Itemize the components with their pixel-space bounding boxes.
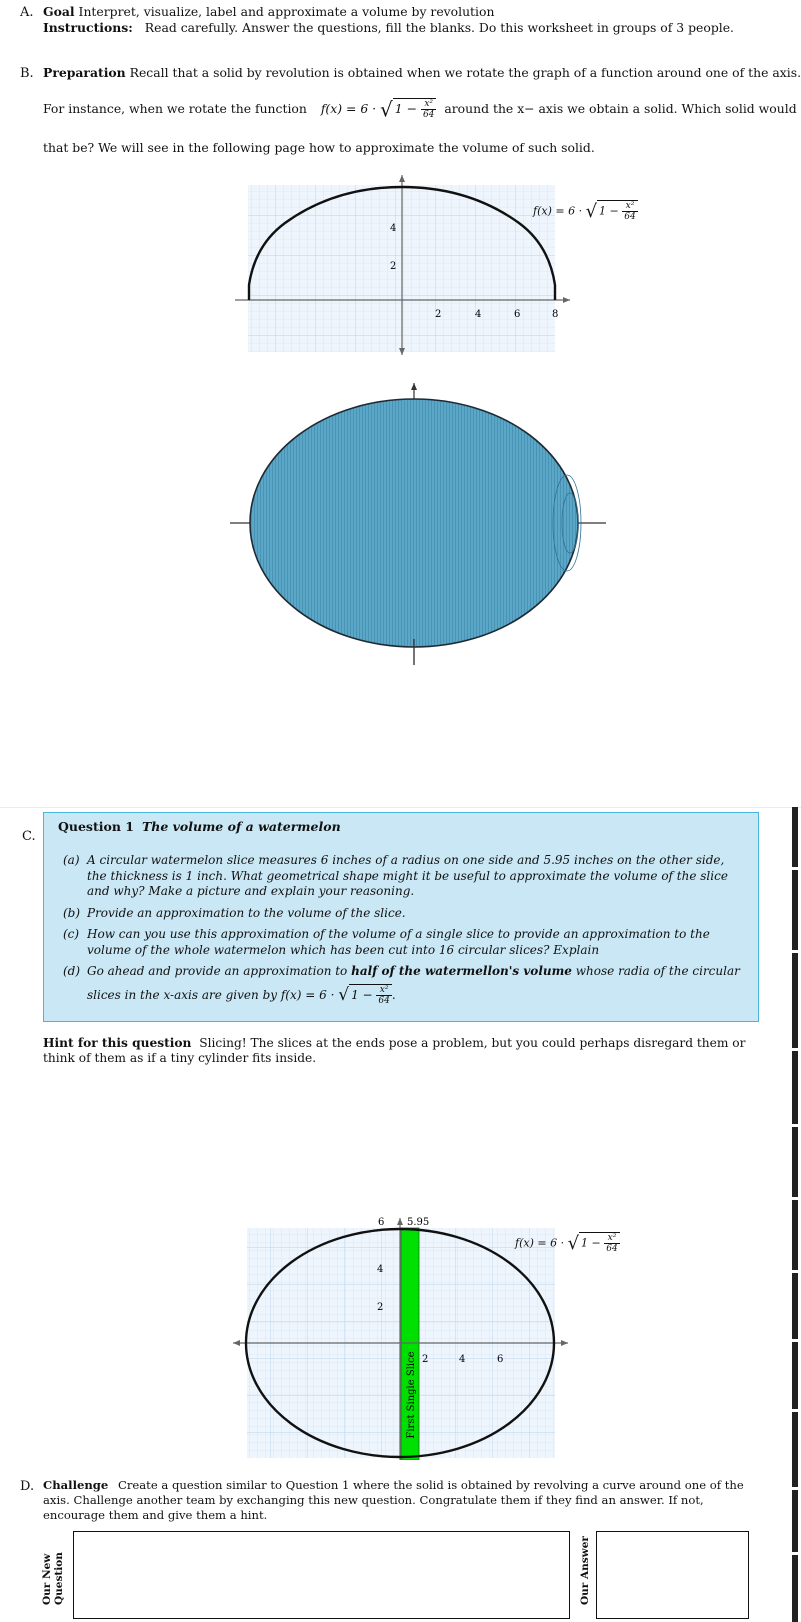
question-item-a — [63, 853, 743, 900]
question-items — [63, 853, 743, 1006]
preparation-line1: Recall that a solid by revolution is obtained when we rotate the graph of a function around one of the axis. — [129, 65, 801, 80]
section-b-line3: that be? We will see in the following page how to approximate the volume of such solid. — [43, 140, 595, 155]
instructions-text: Read carefully. Answer the questions, fill the blanks. Do this worksheet in groups of 3 people. — [144, 20, 734, 35]
challenge-text: Create a question similar to Question 1 where the solid is obtained by revolving a curve around one of the axis. Challenge another team by exchanging this new question. Congratulate them if they find an answer. If not, encourage them and give them a hint. — [43, 1478, 744, 1522]
question-item-d-label: (d) — [63, 964, 81, 978]
goal-label: Goal — [43, 4, 75, 19]
question-1-title: The volume of a watermelon — [141, 819, 341, 834]
question-item-d-post: whose radia of the circular — [575, 964, 740, 978]
slice-label: First Single Slice — [406, 1351, 417, 1439]
solid-of-revolution — [230, 383, 610, 665]
graph1-xtick-4: 4 — [475, 309, 482, 320]
goal-text: Interpret, visualize, label and approximate a volume by revolution — [78, 4, 495, 19]
graph1-formula-label: f(x) = 6 · √ 1 − $\frac{\text{x²}}{64}$ — [533, 201, 636, 222]
preparation-title: Preparation — [43, 65, 126, 80]
question-item-a-text: A circular watermelon slice measures 6 inches of a radius on one side and 5.95 inches on the other side, the thickness is 1 inch. What geometrical shape might it be useful to approximate the volume of the slice and why? Make a picture and explain your reasoning. — [87, 853, 728, 898]
section-a-letter: A. — [20, 5, 34, 20]
graph2-formula-lhs: f(x) = 6 · — [515, 1236, 565, 1250]
formula-inline: f(x) = 6 · √ 1 − $\frac{\text{x²}}{64}$ — [320, 97, 435, 122]
right-margin-bar — [792, 1200, 798, 1270]
item-d-formula-root: 1 − — [351, 987, 373, 1002]
question-1-box — [43, 812, 759, 1022]
page-divider — [0, 807, 801, 808]
graph2-ytick-4: 4 — [377, 1264, 384, 1275]
right-margin-bar — [792, 807, 798, 867]
graph2-ytick-2: 2 — [377, 1302, 384, 1313]
graph1-formula-root: 1 − — [599, 204, 619, 218]
graph1-ytick-4: 4 — [390, 223, 397, 234]
question-item-b — [63, 906, 743, 922]
section-d-letter: D. — [20, 1479, 35, 1494]
graph1-formula-lhs: f(x) = 6 · — [533, 204, 583, 218]
question-item-c — [63, 927, 743, 958]
right-margin-bar — [792, 1555, 798, 1622]
our-answer-label: Our Answer — [579, 1536, 591, 1605]
section-a-goal — [43, 4, 783, 20]
solid-ellipsoid — [250, 399, 578, 647]
graph1-xtick-8: 8 — [552, 309, 559, 320]
right-margin-bar — [792, 1412, 798, 1487]
graph2-xtick-4: 4 — [459, 1354, 466, 1365]
instructions-label: Instructions: — [43, 20, 133, 35]
item-d-formula-lhs: f(x) = 6 · — [280, 987, 335, 1002]
our-new-question-line2: Question — [53, 1552, 65, 1605]
graph1-xtick-6: 6 — [514, 309, 521, 320]
right-margin-bar — [792, 1273, 798, 1339]
section-b-line1 — [43, 65, 801, 81]
our-answer-box[interactable] — [596, 1531, 749, 1619]
graph2-xtick-6: 6 — [497, 1354, 504, 1365]
question-item-d-bold: half of the watermellon's volume — [351, 964, 572, 978]
right-margin-bar — [792, 1051, 798, 1124]
preparation-line2-post: around the x− axis we obtain a solid. Which solid would — [444, 101, 797, 116]
section-b-line2 — [43, 97, 797, 122]
question-item-d — [63, 964, 743, 1006]
right-margin-bar — [792, 870, 798, 950]
section-b-letter: B. — [20, 66, 34, 81]
graph2-top-label-595: 5.95 — [407, 1217, 430, 1228]
challenge-title: Challenge — [43, 1478, 109, 1492]
question-item-b-text: Provide an approximation to the volume of the slice. — [87, 905, 406, 920]
hint-text: Slicing! The slices at the ends pose a problem, but you could perhaps disregard them or think of them as if a tiny cylinder fits inside. — [43, 1036, 746, 1065]
graph2-xtick-2: 2 — [422, 1354, 429, 1365]
graph2-top-label-6: 6 — [378, 1217, 385, 1228]
question-item-d-formula: f(x) = 6 · √ 1 − $\frac{\text{x²}}{64}$ . — [280, 984, 396, 1006]
hint-label: Hint for this question — [43, 1036, 192, 1050]
section-c-letter: C. — [22, 829, 36, 844]
graph2-formula-den: 64 — [606, 1244, 618, 1254]
graph2-formula-root: 1 − — [581, 1236, 601, 1250]
right-margin-bar — [792, 953, 798, 1048]
hint-paragraph — [43, 1036, 763, 1066]
question-1-label: Question 1 — [58, 819, 134, 834]
right-margin-bar — [792, 1342, 798, 1409]
our-new-question-line1: Our New — [41, 1553, 53, 1605]
our-new-question-box[interactable] — [73, 1531, 570, 1619]
preparation-line2-pre: For instance, when we rotate the function — [43, 101, 307, 116]
graph1-ytick-2: 2 — [390, 261, 397, 272]
question-item-c-label: (c) — [63, 927, 80, 941]
graph1-xtick-2: 2 — [435, 309, 442, 320]
formula-num: x² — [421, 99, 436, 110]
graph2-formula-label: f(x) = 6 · √ 1 − $\frac{\text{x²}}{64}$ — [515, 1233, 618, 1254]
graph2-formula-num: x² — [604, 1233, 619, 1244]
our-new-question-label — [41, 1552, 65, 1605]
section-a-instructions — [43, 20, 783, 36]
item-d-formula-num: x² — [376, 985, 391, 996]
graph1-formula-num: x² — [622, 201, 637, 212]
question-1-heading — [58, 819, 341, 834]
formula-lhs: f(x) = 6 · — [320, 101, 377, 116]
question-item-d-line2: slices in the x-axis are given by — [87, 987, 278, 1002]
formula-root-pre: 1 − — [394, 101, 417, 116]
graph1-formula-den: 64 — [624, 212, 636, 222]
right-margin-bar — [792, 1127, 798, 1197]
question-item-a-label: (a) — [63, 853, 80, 867]
right-margin-bar — [792, 1490, 798, 1552]
challenge-paragraph — [43, 1478, 763, 1523]
question-item-c-text: How can you use this approximation of the volume of a single slice to provide an approximation to the volume of the whole watermelon which has been cut into 16 circular slices? Explain — [87, 927, 710, 957]
question-item-d-pre: Go ahead and provide an approximation to — [87, 964, 348, 978]
item-d-formula-den: 64 — [378, 995, 390, 1006]
question-item-b-label: (b) — [63, 905, 81, 920]
formula-den: 64 — [422, 110, 435, 120]
